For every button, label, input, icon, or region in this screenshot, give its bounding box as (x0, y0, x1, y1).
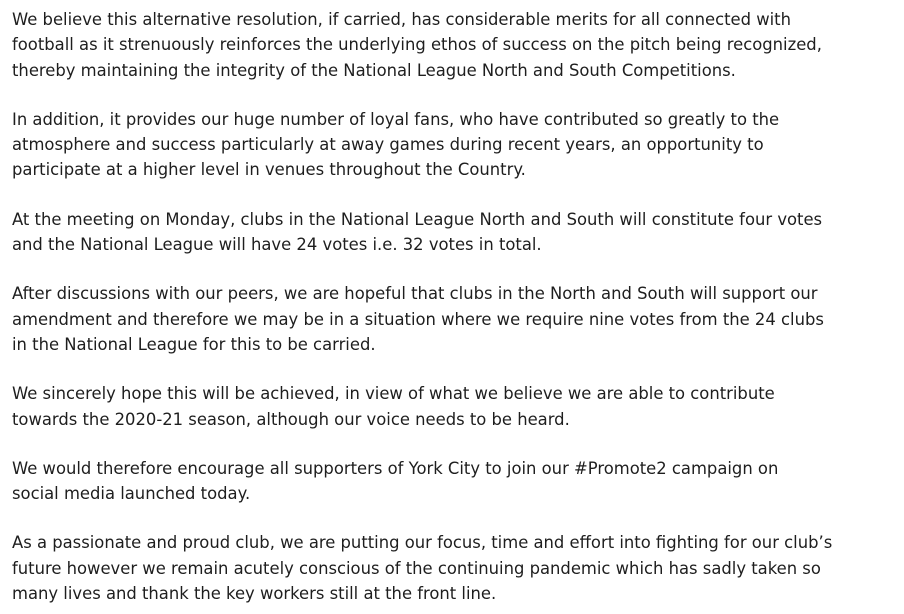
text-line: In addition, it provides our huge number of loyal fans, who have contributed so greatly to the (12, 109, 780, 129)
text-line: thereby maintaining the integrity of the National League North and South Competitions. (12, 60, 736, 80)
text-line: many lives and thank the key workers still at the front line. (12, 584, 497, 604)
paragraph-campaign (12, 456, 900, 507)
text-line: in the National League for this to be carried. (12, 334, 376, 354)
text-line: participate at a higher level in venues throughout the Country. (12, 160, 526, 180)
paragraph-season-hope (12, 381, 900, 432)
text-line: We believe this alternative resolution, if carried, has considerable merits for all connected with (12, 10, 791, 29)
text-line: amendment and therefore we may be in a situation where we require nine votes from the 24 clubs (12, 309, 824, 329)
text-line: After discussions with our peers, we are hopeful that clubs in the North and South will support our (12, 284, 818, 304)
text-line: We would therefore encourage all supporters of York City to join our #Promote2 campaign on (12, 458, 779, 478)
paragraph-pandemic (12, 530, 900, 606)
text-line: towards the 2020-21 season, although our voice needs to be heard. (12, 409, 570, 429)
text-line: football as it strenuously reinforces the underlying ethos of success on the pitch being recognized, (12, 35, 822, 55)
text-line: atmosphere and success particularly at away games during recent years, an opportunity to (12, 135, 764, 155)
paragraph-resolution-merits (12, 7, 900, 83)
text-line: As a passionate and proud club, we are putting our focus, time and effort into fighting for our club’s (12, 533, 833, 553)
text-line: and the National League will have 24 votes i.e. 32 votes in total. (12, 235, 542, 255)
paragraph-meeting-votes (12, 207, 900, 258)
text-line: At the meeting on Monday, clubs in the National League North and South will constitute four votes (12, 209, 823, 229)
text-line: social media launched today. (12, 484, 251, 504)
text-line: future however we remain acutely conscious of the continuing pandemic which has sadly taken so (12, 558, 821, 578)
statement-text (12, 7, 900, 606)
paragraph-amendment-support (12, 281, 900, 357)
paragraph-loyal-fans (12, 107, 900, 183)
text-line: We sincerely hope this will be achieved, in view of what we believe we are able to contribute (12, 384, 775, 404)
